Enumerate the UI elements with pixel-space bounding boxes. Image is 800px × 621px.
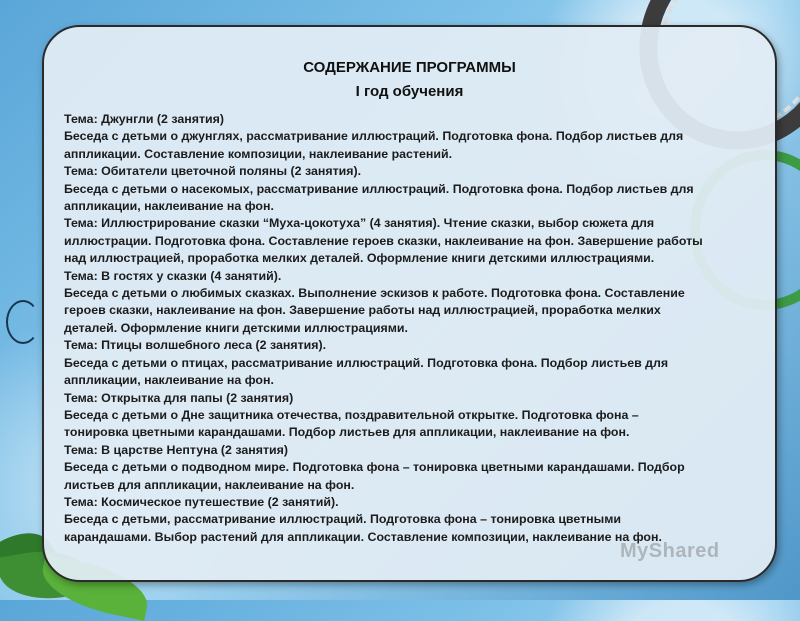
text-line: героев сказки, наклеивание на фон. Завершение работы над иллюстрацией, проработка мелких: [64, 303, 661, 318]
page-subtitle: I год обучения: [355, 83, 464, 100]
text-line: Тема: Открытка для папы (2 занятия): [64, 390, 294, 405]
text-line: Тема: Джунгли (2 занятия): [64, 112, 225, 126]
text-line: Беседа с детьми о птицах, рассматривание иллюстраций. Подготовка фона. Подбор листьев для: [64, 355, 669, 370]
text-line: аппликации, наклеивание на фон.: [64, 373, 274, 388]
text-line: Беседа с детьми о джунглях, рассматривание иллюстраций. Подготовка фона. Подбор листьев для: [64, 129, 684, 144]
text-line: Беседа с детьми о Дне защитника отечества, поздравительной открытке. Подготовка фона –: [64, 407, 639, 422]
text-line: Беседа с детьми о любимых сказках. Выполнение эскизов к работе. Подготовка фона. Составление: [64, 286, 685, 301]
text-line: Тема: Иллюстрирование сказки “Муха-цокотуха” (4 занятия). Чтение сказки, выбор сюжета для: [64, 216, 655, 231]
text-line: Беседа с детьми о подводном мире. Подготовка фона – тонировка цветными карандашами. Подбор: [64, 460, 685, 475]
text-line: аппликации. Составление композиции, наклеивание растений.: [64, 146, 453, 161]
text-line: над иллюстрацией, проработка мелких деталей. Оформление книги детскими иллюстрациями.: [64, 251, 655, 266]
text-line: аппликации, наклеивание на фон.: [64, 199, 274, 214]
content-card: [42, 25, 777, 582]
text-line: тонировка цветными карандашами. Подбор листьев для аппликации, наклеивание на фон.: [64, 425, 630, 440]
text-line: Беседа с детьми о насекомых, рассматривание иллюстраций. Подготовка фона. Подбор листьев для: [64, 181, 694, 196]
text-line: Тема: В гостях у сказки (4 занятий).: [64, 268, 282, 283]
watermark-logo: MyShared: [620, 540, 720, 562]
text-line: деталей. Оформление книги детскими иллюстрациями.: [64, 320, 408, 335]
program-text: [64, 111, 764, 546]
text-line: иллюстрации. Подготовка фона. Составление героев сказки, наклеивание на фон. Завершение работы: [64, 233, 703, 248]
text-line: карандашами. Выбор растений для аппликации. Составление композиции, наклеивание на фон.: [64, 529, 662, 544]
text-line: Тема: Птицы волшебного леса (2 занятия).: [64, 338, 327, 353]
text-line: листьев для аппликации, наклеивание на фон.: [64, 477, 355, 492]
text-line: Тема: В царстве Нептуна (2 занятия): [64, 442, 289, 457]
text-line: Беседа с детьми, рассматривание иллюстраций. Подготовка фона – тонировка цветными: [64, 512, 622, 527]
page-title: СОДЕРЖАНИЕ ПРОГРАММЫ: [303, 59, 516, 76]
text-line: Тема: Обитатели цветочной поляны (2 занятия).: [64, 164, 362, 179]
text-line: Тема: Космическое путешествие (2 занятий).: [64, 494, 339, 509]
swirl-decoration: [6, 300, 40, 344]
